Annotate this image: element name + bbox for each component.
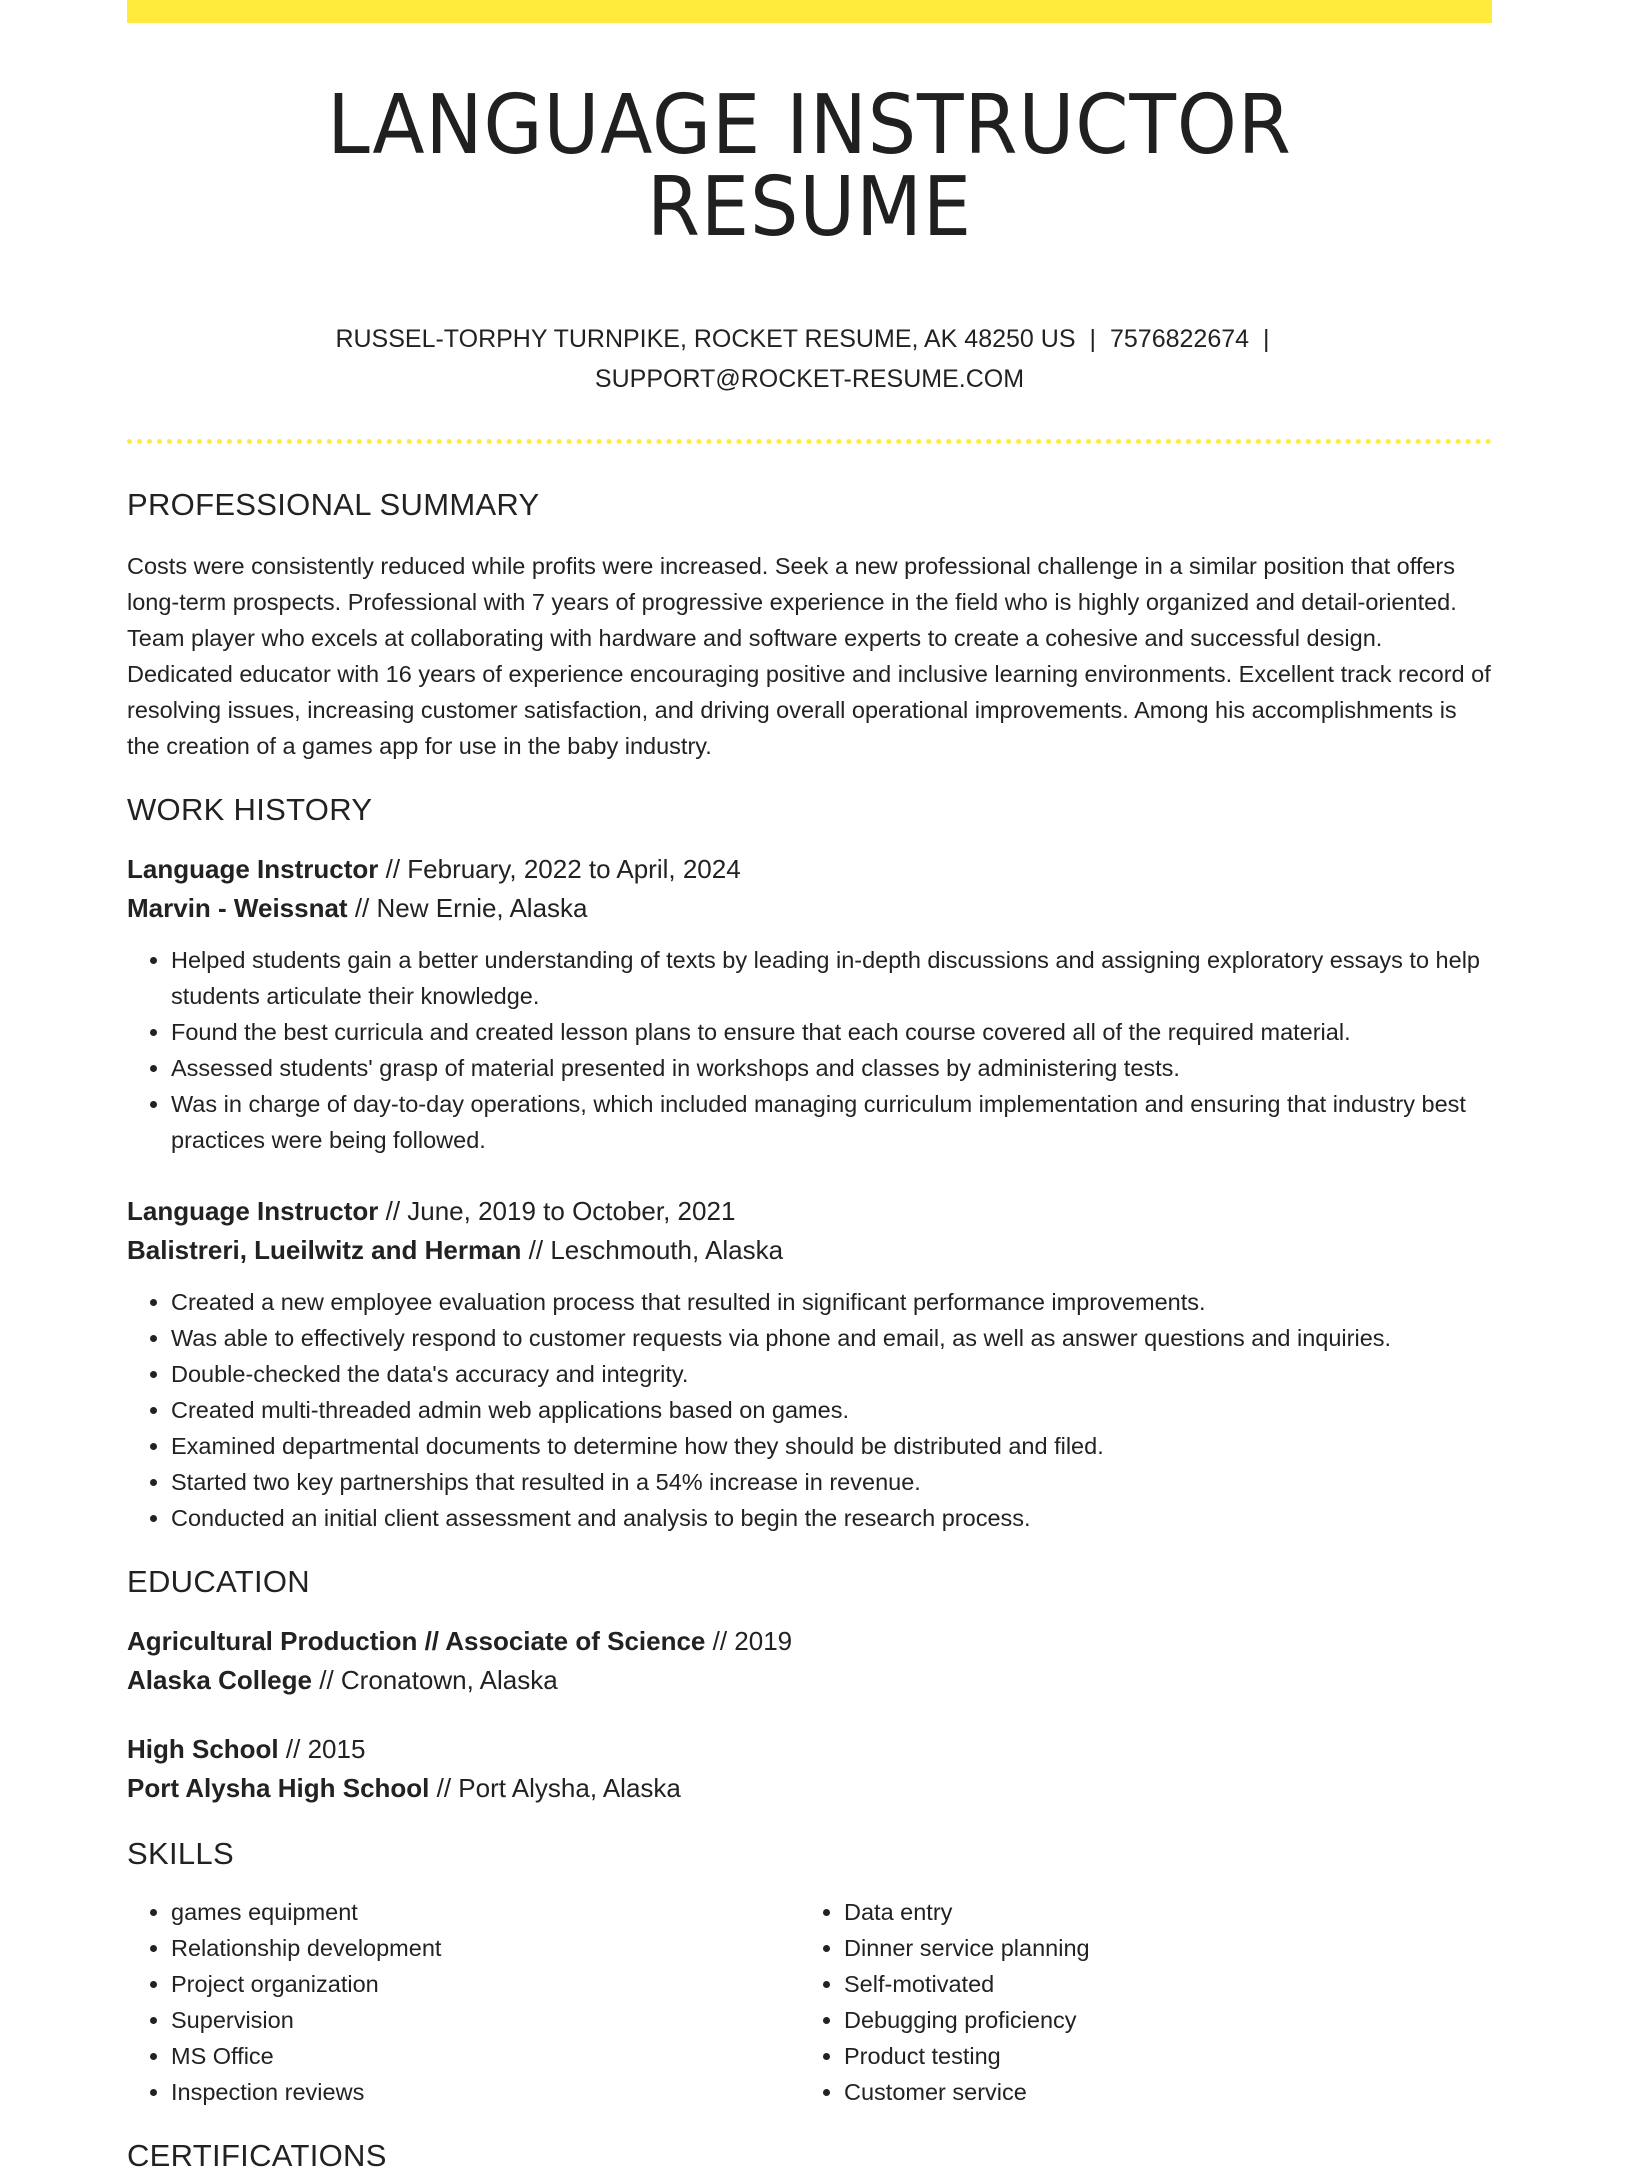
education-degree: High School: [127, 1734, 279, 1764]
list-item: • Product testing: [844, 2038, 1473, 2074]
list-item: • Dinner service planning: [844, 1930, 1473, 1966]
job-location: // Leschmouth, Alaska: [528, 1235, 784, 1265]
contact-info: [127, 319, 1492, 399]
education-degree-line: [127, 1622, 1492, 1661]
skills-list-right: [800, 1894, 1473, 2110]
education-school-line: [127, 1769, 1492, 1808]
job-location: // New Ernie, Alaska: [354, 893, 588, 923]
job-company-line: [127, 889, 1492, 928]
skills-columns: [127, 1894, 1492, 2110]
contact-email[interactable]: SUPPORT@ROCKET-RESUME.COM: [594, 365, 1025, 393]
education-section: [127, 1564, 1492, 1808]
work-history-heading: WORK HISTORY: [127, 792, 373, 827]
list-item: • Was in charge of day-to-day operations, which included managing curriculum implementation and ensuring that industry best practices were being followed.: [171, 1086, 1492, 1158]
list-item: • games equipment: [171, 1894, 800, 1930]
education-location: // Port Alysha, Alaska: [436, 1773, 681, 1803]
certifications-heading: CERTIFICATIONS: [127, 2138, 387, 2173]
accent-top-bar: [127, 0, 1492, 23]
summary-heading: PROFESSIONAL SUMMARY: [127, 487, 540, 522]
education-year: // 2019: [712, 1626, 793, 1656]
job-title: Language Instructor: [127, 1196, 379, 1226]
education-year: // 2015: [285, 1734, 366, 1764]
job-dates: // June, 2019 to October, 2021: [385, 1196, 736, 1226]
list-item: • Assessed students' grasp of material presented in workshops and classes by administering tests.: [171, 1050, 1492, 1086]
education-location: // Cronatown, Alaska: [319, 1665, 558, 1695]
job-entry: [127, 850, 1492, 1158]
list-item: • Helped students gain a better understanding of texts by leading in-depth discussions and assigning exploratory essays to help students articulate their knowledge.: [171, 942, 1492, 1014]
list-item: • Project organization: [171, 1966, 800, 2002]
summary-text: Costs were consistently reduced while profits were increased. Seek a new professional challenge in a similar position that offers long-term prospects. Professional with 7 years of progressive experience in the field who is highly organized and detail-oriented. Team player who excels at collaborating with hardware and software experts to create a cohesive and successful design. Dedicated educator with 16 years of experience encouraging positive and inclusive learning environments. Excellent track record of resolving issues, increasing customer satisfaction, and driving overall operational improvements. Among his accomplishments is the creation of a games app for use in the baby industry.: [127, 553, 1491, 759]
list-item: • Was able to effectively respond to customer requests via phone and email, as well as answer questions and inquiries.: [171, 1320, 1492, 1356]
job-company: Marvin - Weissnat: [127, 893, 348, 923]
skills-list-left: [127, 1894, 800, 2110]
education-entry: [127, 1730, 1492, 1808]
list-item: • Relationship development: [171, 1930, 800, 1966]
list-item: • MS Office: [171, 2038, 800, 2074]
certifications-section: [127, 2138, 1492, 2174]
job-title: Language Instructor: [127, 854, 379, 884]
list-item: • Customer service: [844, 2074, 1473, 2110]
education-school-line: [127, 1661, 1492, 1700]
education-degree-line: [127, 1730, 1492, 1769]
job-bullets: [127, 1284, 1492, 1536]
summary-section: [127, 487, 1492, 764]
list-item: • Started two key partnerships that resulted in a 54% increase in revenue.: [171, 1464, 1492, 1500]
education-school: Alaska College: [127, 1665, 312, 1695]
contact-separator: |: [1089, 325, 1096, 353]
education-degree: Agricultural Production // Associate of Science: [127, 1626, 706, 1656]
job-company: Balistreri, Lueilwitz and Herman: [127, 1235, 522, 1265]
list-item: • Self-motivated: [844, 1966, 1473, 2002]
education-entry: [127, 1622, 1492, 1700]
education-school: Port Alysha High School: [127, 1773, 430, 1803]
work-history-section: [127, 792, 1492, 1536]
job-title-line: [127, 850, 1492, 889]
job-title-line: [127, 1192, 1492, 1231]
dotted-divider: [127, 439, 1492, 444]
page-title: LANGUAGE INSTRUCTOR RESUME: [327, 78, 1292, 255]
list-item: • Created a new employee evaluation process that resulted in significant performance improvements.: [171, 1284, 1492, 1320]
contact-separator: |: [1263, 325, 1270, 353]
job-bullets: [127, 942, 1492, 1158]
resume-page: [127, 0, 1492, 2174]
skills-heading: SKILLS: [127, 1836, 234, 1871]
list-item: • Examined departmental documents to determine how they should be distributed and filed.: [171, 1428, 1492, 1464]
list-item: • Found the best curricula and created lesson plans to ensure that each course covered all of the required material.: [171, 1014, 1492, 1050]
list-item: • Created multi-threaded admin web applications based on games.: [171, 1392, 1492, 1428]
job-company-line: [127, 1231, 1492, 1270]
list-item: • Debugging proficiency: [844, 2002, 1473, 2038]
list-item: • Double-checked the data's accuracy and integrity.: [171, 1356, 1492, 1392]
education-heading: EDUCATION: [127, 1564, 310, 1599]
list-item: • Conducted an initial client assessment and analysis to begin the research process.: [171, 1500, 1492, 1536]
list-item: • Data entry: [844, 1894, 1473, 1930]
list-item: • Inspection reviews: [171, 2074, 800, 2110]
skills-section: [127, 1836, 1492, 2110]
job-dates: // February, 2022 to April, 2024: [385, 854, 741, 884]
job-entry: [127, 1192, 1492, 1536]
contact-phone: 7576822674: [1110, 325, 1250, 353]
list-item: • Supervision: [171, 2002, 800, 2038]
contact-address: RUSSEL-TORPHY TURNPIKE, ROCKET RESUME, AK 48250 US: [335, 325, 1076, 353]
